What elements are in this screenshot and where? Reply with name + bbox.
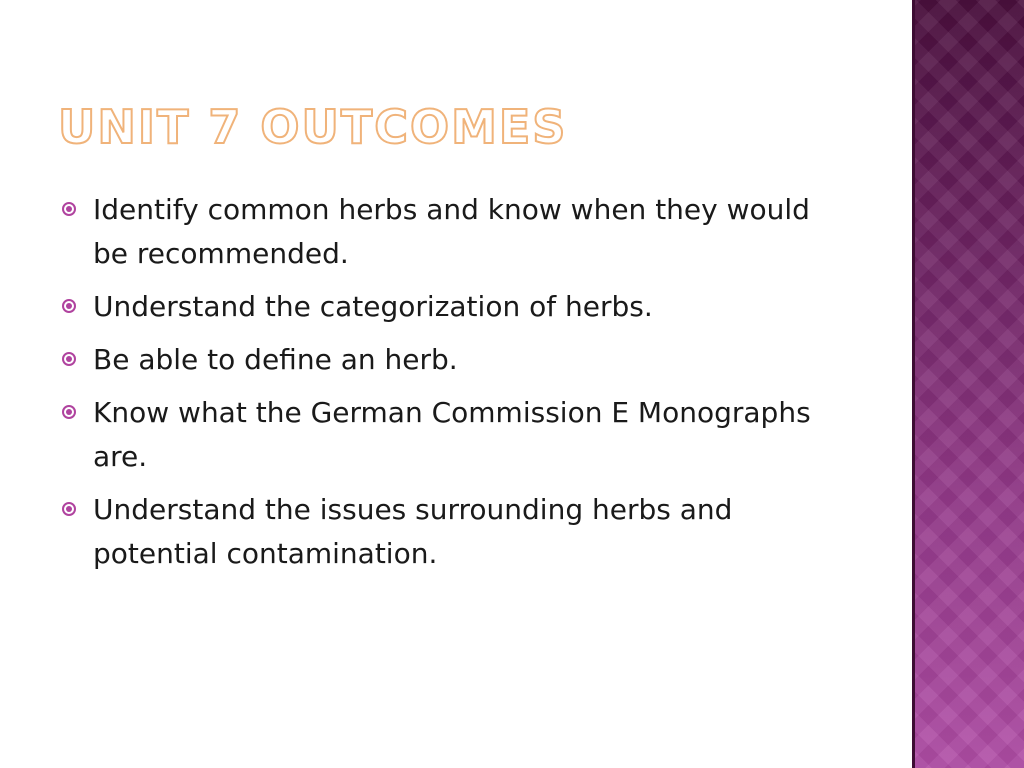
list-item-text: Identify common herbs and know when they would be recommended. (93, 193, 810, 270)
list-item (62, 188, 852, 276)
target-bullet-icon (62, 405, 76, 419)
side-band-edge (912, 0, 915, 768)
list-item (62, 391, 852, 479)
slide-title: UNIT 7 OUTCOMES (58, 100, 568, 154)
target-bullet-icon (62, 352, 76, 366)
list-item (62, 285, 852, 329)
outcomes-list (62, 188, 852, 585)
list-item-text: Be able to define an herb. (93, 343, 458, 376)
target-bullet-icon (62, 502, 76, 516)
target-bullet-icon (62, 202, 76, 216)
list-item-text: Understand the categorization of herbs. (93, 290, 653, 323)
list-item (62, 488, 852, 576)
list-item (62, 338, 852, 382)
target-bullet-icon (62, 299, 76, 313)
list-item-text: Understand the issues surrounding herbs and potential contamination. (93, 493, 733, 570)
decorative-side-band (912, 0, 1024, 768)
list-item-text: Know what the German Commission E Monographs are. (93, 396, 811, 473)
